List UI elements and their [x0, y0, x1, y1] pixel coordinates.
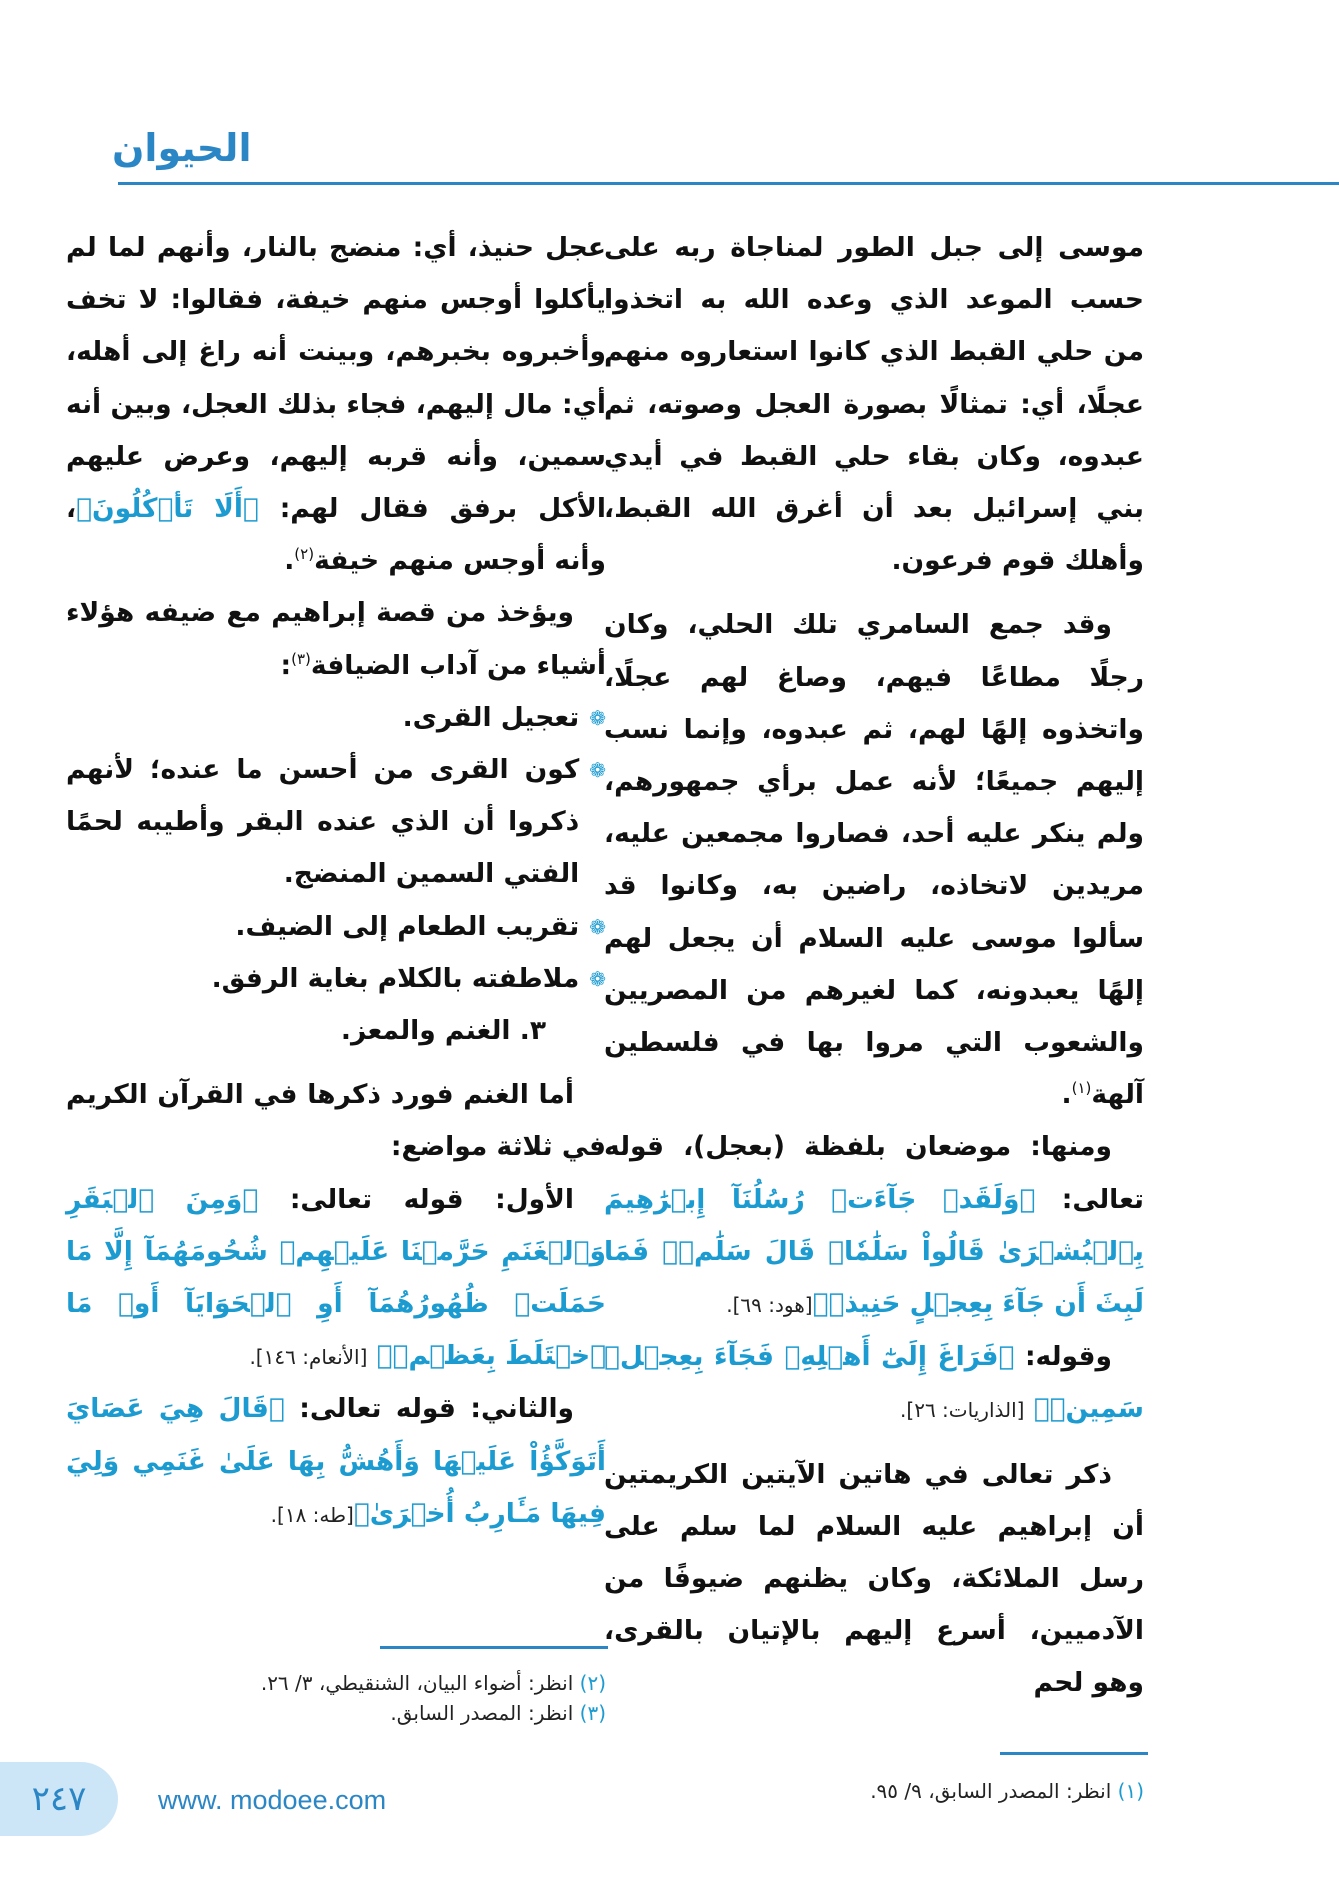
quran-verse-anam: وَمِنَ ٱلۡبَقَرِ وَٱلۡغَنَمِ حَرَّمۡنَا عَلَيۡهِمۡ شُحُومَهُمَآ إِلَّا مَا حَمَلَتۡ ظُهُورُهُمَآ أَوِ ٱلۡحَوَايَآ أَوۡ مَا ٱخۡتَلَطَ بِعَظۡمٖ [66, 1183, 606, 1372]
footnote-item [66, 1698, 606, 1728]
quran-open-bracket: ﴿ [1019, 1183, 1036, 1215]
bullet-text: تعجيل القرى. [402, 701, 580, 733]
left-paragraph-4 [66, 1174, 606, 1384]
quran-close-bracket: ﴾ [376, 1340, 393, 1372]
footnote-marker-1[interactable]: (١) [1071, 1079, 1092, 1098]
left-paragraph-2 [66, 587, 606, 691]
site-url[interactable]: www. modoee.com [158, 1785, 387, 1815]
left-paragraph-2-end: : [280, 649, 292, 681]
footnotes-right [604, 1776, 1144, 1806]
quran-close-bracket: ﴾ [76, 493, 92, 525]
footnote-marker-3[interactable]: (٣) [291, 649, 311, 668]
verse-reference-taha: [طه: ١٨]. [270, 1502, 354, 1527]
left-paragraph-1-tail: ، وأنه أوجس منهم خيفة [66, 493, 606, 577]
left-paragraph-4-label: الأول: [495, 1183, 574, 1215]
right-paragraph-4-intro: وقوله: [1024, 1341, 1112, 1373]
bullet-text: تقريب الطعام إلى الضيف. [235, 910, 580, 942]
right-paragraph-3 [604, 1121, 1144, 1331]
left-paragraph-2-text: ويؤخذ من قصة إبراهيم مع ضيفه هؤلاء أشياء من آداب الضيافة [66, 597, 606, 681]
footnotes-left [66, 1668, 606, 1728]
right-paragraph-4 [604, 1331, 1144, 1436]
bullet-item [66, 901, 606, 953]
quran-close-bracket: ﴾ [1033, 1393, 1050, 1425]
footnote-rule-left [380, 1646, 608, 1649]
quran-open-bracket: ﴿ [242, 1183, 259, 1215]
footnote-number: (١) [1117, 1779, 1144, 1803]
quran-open-bracket: ﴿ [242, 493, 259, 525]
header-title: الحيوان [112, 126, 252, 170]
right-column [604, 222, 1144, 1710]
verse-reference-anam: [الأنعام: ١٤٦]. [249, 1345, 368, 1370]
bullet-item [66, 692, 606, 744]
right-paragraph-2-text: وقد جمع السامري تلك الحلي، وكان رجلًا مطاعًا فيهم، وصاغ لهم عجلًا، واتخذوه إلهًا لهم، ثم عبدوه، وإنما نسب إليهم جميعًا؛ لأنه عمل برأي جمهورهم، ولم ينكر عليه أحد، فصاروا مجمعين عليه، مريدين لاتخاذه، راضين به، وكانوا قد سألوا موسى عليه السلام أن يجعل لهم إلهًا يعبدونه، كما لغيرهم من المصريين والشعوب التي مروا بها في فلسطين آلهة [604, 609, 1144, 1111]
section-heading: ٣. الغنم والمعز. [340, 1015, 546, 1047]
footnote-rule-right [1000, 1752, 1148, 1755]
right-paragraph-2 [604, 599, 1144, 1121]
quran-verse-ala-takulun: أَلَا تَأۡكُلُونَ [91, 493, 243, 525]
left-paragraph-3: أما الغنم فورد ذكرها في القرآن الكريم في ثلاثة مواضع: [66, 1079, 606, 1163]
verse-reference-dhariyat: [الذاريات: ٢٦]. [900, 1398, 1025, 1423]
bullet-text: كون القرى من أحسن ما عنده؛ لأنهم ذكروا أن الذي عنده البقر وأطيبه لحمًا الفتي السمين المنضج. [66, 754, 580, 890]
bullet-item [66, 744, 606, 901]
footnote-item [66, 1668, 606, 1698]
page-number-tab [0, 1762, 118, 1836]
page-number: ٢٤٧ [31, 1779, 87, 1819]
left-paragraph-4-intro: قوله تعالى: [289, 1183, 464, 1215]
header-rule [118, 182, 1339, 185]
quran-open-bracket: ﴿ [268, 1393, 285, 1425]
blue-flower-icon: ❁ [589, 966, 606, 991]
blue-flower-icon: ❁ [589, 758, 606, 783]
quran-close-bracket: ﴾ [353, 1497, 370, 1529]
quran-verse-hud: وَلَقَدۡ جَآءَتۡ رُسُلُنَآ إِبۡرَٰهِيمَ بِٱلۡبُشۡرَىٰ قَالُواْ سَلَٰمٗاۖ قَالَ سَلَٰمٞۖ فَمَا لَبِثَ أَن جَآءَ بِعِجۡلٍ حَنِيذٖ [604, 1183, 1144, 1320]
left-paragraph-1-text: عجل حنيذ، أي: منضج بالنار، وأنهم لما لم يأكلوا أوجس منهم خيفة، فقالوا: لا تخف وأخبروه بخبرهم، وبينت أنه راغ إلى أهله، أي: مال إليهم، فجاء بذلك العجل، وبين أنه سمين، وأنه قربه إليهم، وعرض عليهم الأكل برفق فقال لهم: [66, 232, 606, 525]
footnote-number: (٣) [579, 1701, 606, 1725]
left-column [66, 222, 606, 1541]
bullet-item [66, 953, 606, 1005]
footnote-text: انظر: المصدر السابق، ٩/ ٩٥. [870, 1779, 1112, 1803]
quran-open-bracket: ﴿ [998, 1341, 1015, 1373]
right-paragraph-5: ذكر تعالى في هاتين الآيتين الكريمتين أن إبراهيم عليه السلام لما سلم على رسل الملائكة، وكان يظنهم ضيوفًا من الآدميين، أسرع إليهم بالإتيان بالقرى، وهو لحم [604, 1458, 1144, 1699]
footnote-text: انظر: أضواء البيان، الشنقيطي، ٣/ ٢٦. [260, 1671, 574, 1695]
left-paragraph-5-label: والثاني: [470, 1393, 575, 1425]
verse-reference-hud: [هود: ٦٩]. [726, 1293, 813, 1318]
right-paragraph-1: موسى إلى جبل الطور لمناجاة ربه على حسب الموعد الذي وعده الله به اتخذوا من حلي القبط الذي كانوا استعاروه منهم عجلًا، أي: تمثالًا بصورة العجل وصوته، ثم عبدوه، وكان بقاء حلي القبط في أيدي بني إسرائيل بعد أن أغرق الله القبط، وأهلك قوم فرعون. [604, 232, 1144, 577]
footnote-number: (٢) [579, 1671, 606, 1695]
left-paragraph-5-intro: قوله تعالى: [299, 1393, 456, 1425]
right-paragraph-2-end: . [1061, 1079, 1072, 1111]
quran-verse-taha: قَالَ هِيَ عَصَايَ أَتَوَكَّؤُاْ عَلَيۡهَا وَأَهُشُّ بِهَا عَلَىٰ غَنَمِي وَلِيَ فِيهَا مَـَٔارِبُ أُخۡرَىٰ [66, 1393, 606, 1529]
right-paragraph-3-intro: ومنها: موضعان بلفظة (بعجل)، قوله تعالى: [604, 1131, 1144, 1215]
footnote-item [604, 1776, 1144, 1806]
footnote-marker-2[interactable]: (٢) [294, 545, 315, 564]
left-paragraph-5 [66, 1383, 606, 1541]
bullet-text: ملاطفته بالكلام بغاية الرفق. [211, 962, 580, 994]
quran-close-bracket: ﴾ [812, 1288, 829, 1320]
footnote-text: انظر: المصدر السابق. [390, 1701, 574, 1725]
blue-flower-icon: ❁ [589, 914, 606, 939]
quran-verse-dhariyat: فَرَاغَ إِلَىٰٓ أَهۡلِهِۦ فَجَآءَ بِعِجۡلٖ سَمِينٖ [604, 1341, 1144, 1425]
left-paragraph-1 [66, 222, 606, 587]
left-paragraph-1-end: . [284, 545, 295, 577]
blue-flower-icon: ❁ [589, 705, 606, 730]
